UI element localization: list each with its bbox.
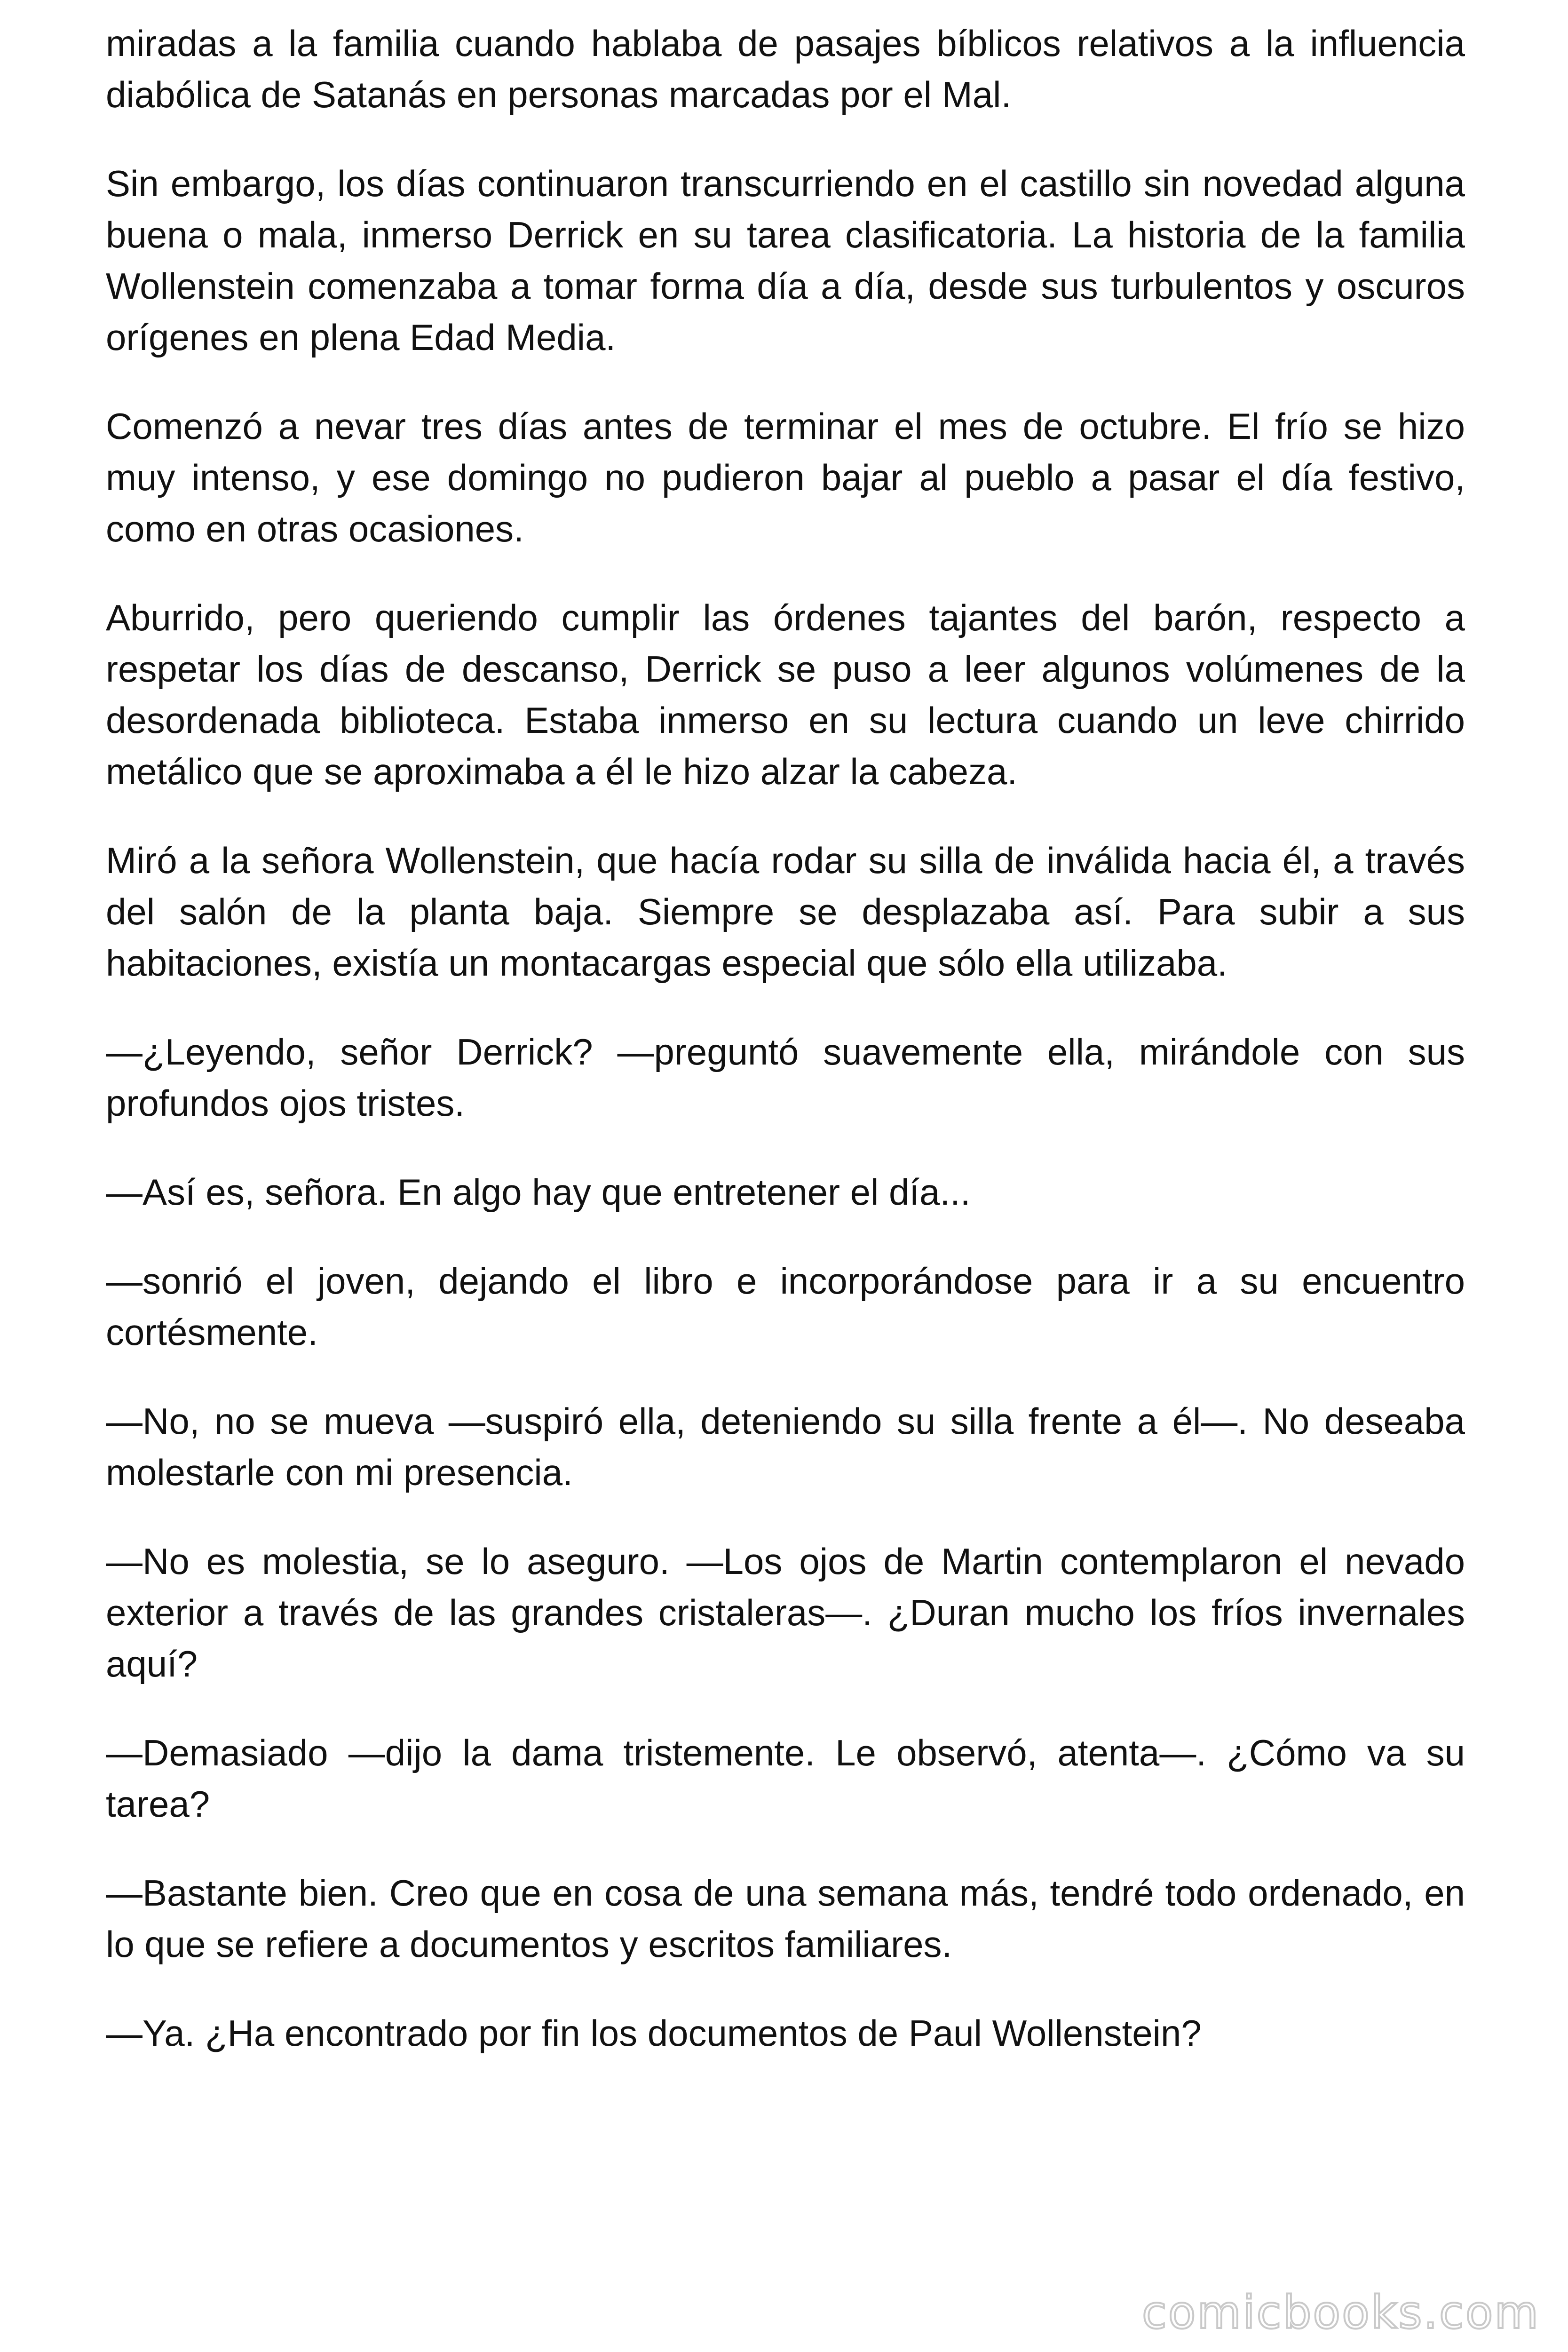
paragraph: Sin embargo, los días continuaron transcurriendo en el castillo sin novedad alguna buena o mala, inmerso Derrick en su tarea clasificatoria. La historia de la familia Wollenstein comenzaba a tomar forma día a día, desde sus turbulentos y oscuros orígenes en plena Edad Media. [106, 163, 1465, 358]
dialogue-line: —¿Leyendo, señor Derrick? —preguntó suavemente ella, mirándole con sus profundos ojos tristes. [106, 1031, 1465, 1124]
dialogue-line: —No es molestia, se lo aseguro. —Los ojos de Martin contemplaron el nevado exterior a través de las grandes cristaleras—. ¿Duran mucho los fríos invernales aquí? [106, 1541, 1465, 1685]
dialogue-line: —sonrió el joven, dejando el libro e incorporándose para ir a su encuentro cortésmente. [106, 1260, 1465, 1353]
dialogue-line: —Ya. ¿Ha encontrado por fin los documentos de Paul Wollenstein? [106, 2012, 1202, 2054]
watermark: comicbooks.com [1141, 2286, 1540, 2339]
dialogue-line: —Así es, señora. En algo hay que entretener el día... [106, 1171, 971, 1213]
dialogue-line: —Bastante bien. Creo que en cosa de una semana más, tendré todo ordenado, en lo que se refiere a documentos y escritos familiares. [106, 1872, 1465, 1965]
page-body [106, 18, 1465, 2059]
paragraph: Miró a la señora Wollenstein, que hacía rodar su silla de inválida hacia él, a través del salón de la planta baja. Siempre se desplazaba así. Para subir a sus habitaciones, existía un montacargas especial que sólo ella utilizaba. [106, 840, 1465, 984]
paragraph: Aburrido, pero queriendo cumplir las órdenes tajantes del barón, respecto a respetar los días de descanso, Derrick se puso a leer algunos volúmenes de la desordenada biblioteca. Estaba inmerso en su lectura cuando un leve chirrido metálico que se aproximaba a él le hizo alzar la cabeza. [106, 597, 1465, 792]
dialogue-line: —Demasiado —dijo la dama tristemente. Le observó, atenta—. ¿Cómo va su tarea? [106, 1732, 1465, 1825]
dialogue-line: —No, no se mueva —suspiró ella, deteniendo su silla frente a él—. No deseaba molestarle con mi presencia. [106, 1400, 1465, 1493]
paragraph: miradas a la familia cuando hablaba de pasajes bíblicos relativos a la influencia diabólica de Satanás en personas marcadas por el Mal. [106, 23, 1465, 115]
paragraph: Comenzó a nevar tres días antes de terminar el mes de octubre. El frío se hizo muy intenso, y ese domingo no pudieron bajar al pueblo a pasar el día festivo, como en otras ocasiones. [106, 405, 1465, 549]
